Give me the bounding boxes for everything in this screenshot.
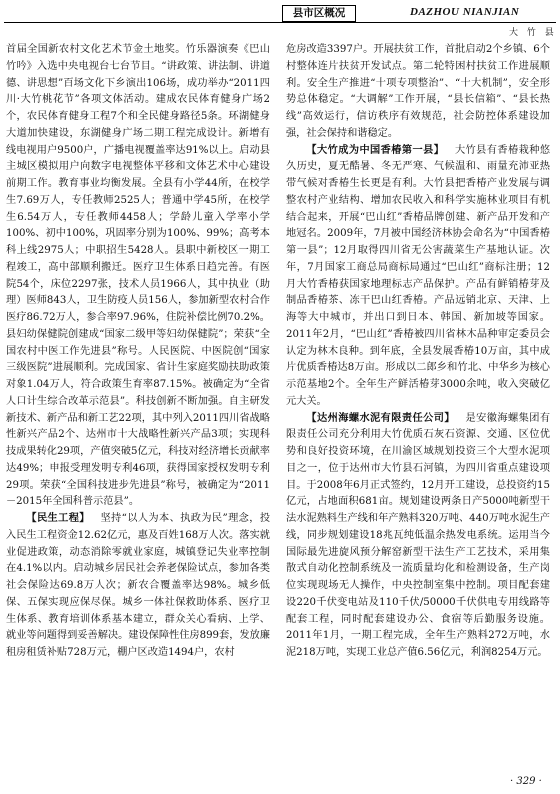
left-paragraph-culture-education: 首届全国新农村文化艺术节金土地奖。竹乐器演奏《巴山竹吟》入选中央电视台七台节目。“讲政策、讲法制、讲道德、讲思想”百场文化下乡演出106场，成功举办“2011四川·大竹桃花节”各项文体活动。建成农民体育健身广场2个，农民体育健身工程7个和全民健身路径5条。环湖健身大道加快建设，东湖健身广场二期工程完成设计。新增有线电视用户9500户，广播电视覆盖率达91%以上。启动县主城区模拟用户向数字电视整体平移和文体艺术中心建设前期工作。教育事业均衡发展。全县有小学44所，在校学生7.69万人，专任教师2525人；普通中学45所，在校学生6.54万人，专任教师4458人；学龄儿童入学率小学100%、初中100%，巩固率分别为100%、99%；高考本科上线2975人；中职招生5428人。县职中新校区一期工程竣工，高中部顺利搬迁。医疗卫生体系日趋完善。有医院54个，床位2297张，技术人员1966人，其中执业（助理）医师843人，卫生防疫人员156人，参加新型农村合作医疗86.72万人，参合率97.96%，住院补偿比例70.2%。县妇幼保健院创建成“国家二级甲等妇幼保健院”；荣获“全国农村中医工作先进县”称号。人民医院、中医院创“国家三级医院”进展顺利。完成国家、省计生家庭奖励扶助政策对象1.04万人，符合政策生育率87.15%。被确定为“全省人口计生综合改革示范县”。科技创新不断加强。自主研发新技术、新产品和新工艺22项，其中列入2011四川省战略性新兴产品2个、达州市十大战略性新兴产品3项；实现科技成果转化29项，产值突破5亿元，科技对经济增长贡献率达49%；申报受理发明专利46项，获得国家授权发明专利29项。荣获“全国科技进步先进县”称号，被确定为“2011－2015年全国科普示范县”。 xyxy=(6,44,270,508)
section-label: 县市区概况 xyxy=(282,5,356,22)
header-rule xyxy=(4,22,556,23)
page-number: · 329 · xyxy=(510,776,542,787)
section-title-conch-cement: 【达州海螺水泥有限责任公司】 xyxy=(306,412,455,424)
left-column xyxy=(6,42,270,762)
right-paragraph-toona xyxy=(286,143,550,411)
county-label: 大 竹 县 xyxy=(509,28,557,38)
right-column xyxy=(286,42,550,762)
conch-cement-text: 是安徽海螺集团有限责任公司充分利用大竹优质石灰石资源、交通、区位优势和良好投资环境，在川渝区域规划投资三个大型水泥项目之一，位于达州市大竹县石河镇，为四川省重点建设项目。于2008年6月正式签约，12月开工建设，总投资约15亿元，占地面积681亩。规划建设两条日产5000吨新型干法水泥熟料生产线和年产熟料320万吨、440万吨水泥生产线，同步规划建设18兆瓦纯低温余热发电系统。运用当今国际最先进旋风预分解窑新型干法生产工艺技术，采用集散式自动化控制系统及一流质量均化和检测设备，生产岗位实现现场无人操作，中央控制室集中控制。项目配套建设220千伏变电站及110千伏/50000千伏供电专用线路等配套工程，同时配套建设办公、食宿等后勤服务设施。2011年1月，一期工程完成，全年生产熟料272万吨，水泥218万吨，实现工业总产值6.56亿元，利润8254万元。 xyxy=(286,412,550,658)
running-header xyxy=(0,0,560,40)
section-title-toona: 【大竹成为中国香椿第一县】 xyxy=(306,144,445,156)
livelihood-text: 坚持“以人为本、执政为民”理念，投入民生工程资金12.62亿元，惠及百姓168万人次。落实就业促进政策，动态消除零就业家庭，城镇登记失业率控制在4.1%以内。启动城乡居民社会养老保险试点，参加各类社会保险达69.8万人次；新农合覆盖率达98%。城乡低保、五保实现应保尽保。城乡一体社保救助体系、医疗卫生体系、教育培训体系基本建立，群众关心看病、上学、就业等问题得到妥善解决。建设保障性住房899套，发放廉租房租赁补贴728万元，棚户区改造1494户，农村 xyxy=(6,513,270,658)
magazine-title: DAZHOU NIANJIAN xyxy=(410,6,520,18)
left-paragraph-livelihood xyxy=(6,511,270,662)
right-paragraph-poverty: 危房改造3397户。开展扶贫工作，首批启动2个乡镇、6个村整体连片扶贫开发试点。第二轮特困村扶贫工作进展顺利。安全生产推进“十项专项整治”、“十大机制”，安全形势总体稳定。“大调解”工作开展，“县长信箱”、“县长热线”高效运行，信访秩序有效规范，社会防控体系建设加强，社会保持和谐稳定。 xyxy=(286,44,550,139)
toona-text: 大竹县有香椿栽种悠久历史，夏无酷暑、冬无严寒、气候温和、雨量充沛亚热带气候对香椿生长更是有利。大竹县把香椿产业发展与调整农村产业结构、增加农民收入和科学实施林业项目有机结合起来，开展“巴山红”香椿品牌创建、新产品开发和产地冠名。2009年，7月被中国经济林协会命名为“中国香椿第一县”；12月取得四川省无公害蔬菜生产基地认证。次年，7月国家工商总局商标局通过“巴山红”商标注册；12月大竹香椿获国家地理标志产品保护。产品有鲜销椿芽及制品香椿茶、冻干巴山红香椿。产品远销北京、天津、上海等大中城市，并出口到日本、韩国、新加坡等国家。2011年2月，“巴山红”香椿被四川省林木品种审定委员会认定为林木良种。到年底，全县发展香椿10万亩，其中成片优质香椿达8万亩。形成以二郎乡和竹北、中华乡为核心示范基地2个。全年生产鲜活椿芽3000余吨，收入突破亿元大关。 xyxy=(286,144,550,407)
right-paragraph-conch-cement xyxy=(286,411,550,662)
section-title-livelihood: 【民生工程】 xyxy=(26,513,90,524)
